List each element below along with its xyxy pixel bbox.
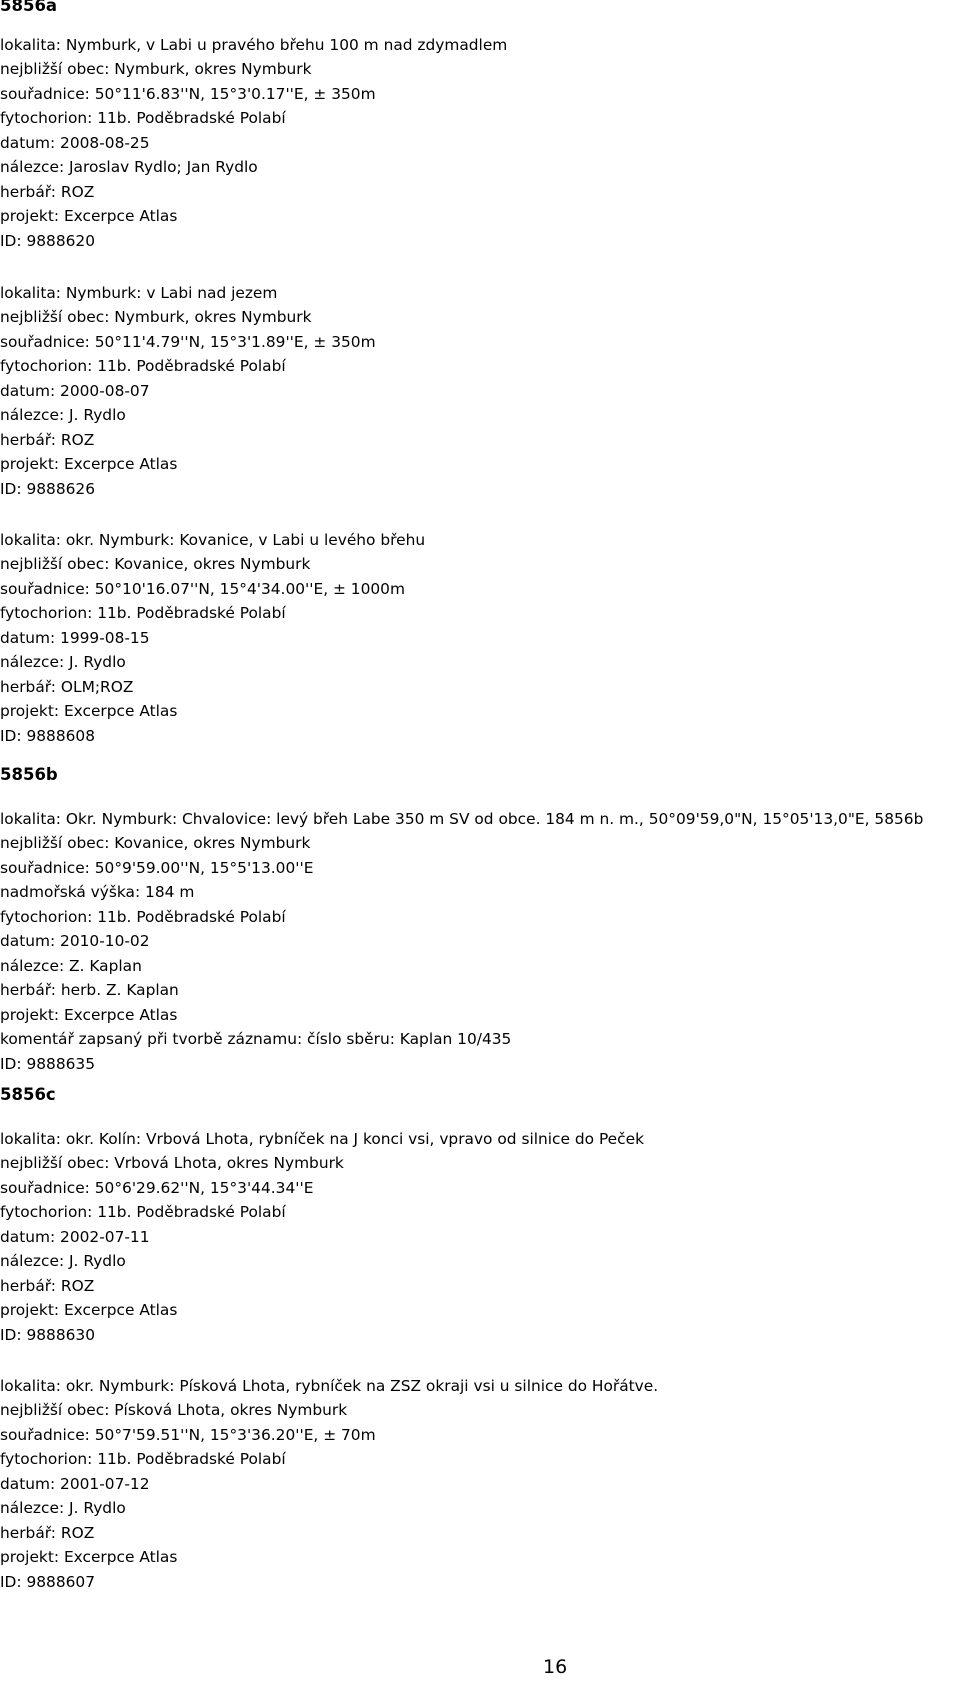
record-locality: lokalita: okr. Nymburk: Písková Lhota, rybníček na ZSZ okraji vsi u silnice do Hořátve. bbox=[0, 1377, 659, 1395]
record bbox=[0, 1127, 644, 1347]
section-heading: 5856a bbox=[0, 0, 58, 15]
record-id: ID: 9888630 bbox=[0, 1325, 96, 1344]
record-locality: lokalita: Nymburk: v Labi nad jezem bbox=[0, 284, 278, 302]
record bbox=[0, 281, 376, 501]
record-herbarium: herbář: ROZ bbox=[0, 430, 95, 449]
record-nearest-town: nejbližší obec: Nymburk, okres Nymburk bbox=[0, 308, 312, 327]
record-nearest-town: nejbližší obec: Vrbová Lhota, okres Nymburk bbox=[0, 1154, 344, 1173]
record-date: datum: 2001-07-12 bbox=[0, 1474, 150, 1493]
section-heading: 5856b bbox=[0, 765, 58, 784]
record-project: projekt: Excerpce Atlas bbox=[0, 1005, 178, 1024]
record bbox=[0, 33, 507, 253]
record-date: datum: 2002-07-11 bbox=[0, 1227, 150, 1246]
record-phytochorion: fytochorion: 11b. Poděbradské Polabí bbox=[0, 1450, 286, 1469]
record-phytochorion: fytochorion: 11b. Poděbradské Polabí bbox=[0, 357, 286, 376]
record-altitude: nadmořská výška: 184 m bbox=[0, 883, 195, 902]
record-phytochorion: fytochorion: 11b. Poděbradské Polabí bbox=[0, 604, 286, 623]
record-date: datum: 2008-08-25 bbox=[0, 133, 150, 152]
record-project: projekt: Excerpce Atlas bbox=[0, 207, 178, 226]
record-phytochorion: fytochorion: 11b. Poděbradské Polabí bbox=[0, 109, 286, 128]
section-heading: 5856c bbox=[0, 1085, 56, 1104]
record-id: ID: 9888626 bbox=[0, 479, 96, 498]
record-id: ID: 9888608 bbox=[0, 726, 96, 745]
record-id: ID: 9888635 bbox=[0, 1054, 96, 1073]
record bbox=[0, 1374, 658, 1594]
record-phytochorion: fytochorion: 11b. Poděbradské Polabí bbox=[0, 907, 286, 926]
record-herbarium: herbář: herb. Z. Kaplan bbox=[0, 981, 179, 1000]
record-id: ID: 9888607 bbox=[0, 1572, 96, 1591]
record-locality: lokalita: Nymburk, v Labi u pravého břehu 100 m nad zdymadlem bbox=[0, 36, 508, 54]
record-herbarium: herbář: ROZ bbox=[0, 1276, 95, 1295]
record-herbarium: herbář: OLM;ROZ bbox=[0, 677, 134, 696]
record-finder: nálezce: J. Rydlo bbox=[0, 1499, 126, 1518]
record-finder: nálezce: J. Rydlo bbox=[0, 653, 126, 672]
record-herbarium: herbář: ROZ bbox=[0, 182, 95, 201]
record-herbarium: herbář: ROZ bbox=[0, 1523, 95, 1542]
record-date: datum: 2010-10-02 bbox=[0, 932, 150, 951]
record-nearest-town: nejbližší obec: Písková Lhota, okres Nymburk bbox=[0, 1401, 348, 1420]
record-coordinates: souřadnice: 50°11'6.83''N, 15°3'0.17''E, ± 350m bbox=[0, 84, 376, 103]
record-coordinates: souřadnice: 50°9'59.00''N, 15°5'13.00''E bbox=[0, 858, 314, 877]
record-locality: lokalita: okr. Kolín: Vrbová Lhota, rybníček na J konci vsi, vpravo od silnice do Peček bbox=[0, 1130, 644, 1148]
record-coordinates: souřadnice: 50°11'4.79''N, 15°3'1.89''E, ± 350m bbox=[0, 332, 376, 351]
record bbox=[0, 528, 425, 748]
record-finder: nálezce: Jaroslav Rydlo; Jan Rydlo bbox=[0, 158, 258, 177]
record-coordinates: souřadnice: 50°7'59.51''N, 15°3'36.20''E, ± 70m bbox=[0, 1425, 376, 1444]
record-coordinates: souřadnice: 50°6'29.62''N, 15°3'44.34''E bbox=[0, 1178, 314, 1197]
record-finder: nálezce: Z. Kaplan bbox=[0, 956, 142, 975]
record-nearest-town: nejbližší obec: Nymburk, okres Nymburk bbox=[0, 60, 312, 79]
record-project: projekt: Excerpce Atlas bbox=[0, 455, 178, 474]
record-locality: lokalita: okr. Nymburk: Kovanice, v Labi u levého břehu bbox=[0, 531, 426, 549]
record bbox=[0, 807, 923, 1076]
record-finder: nálezce: J. Rydlo bbox=[0, 1252, 126, 1271]
record-nearest-town: nejbližší obec: Kovanice, okres Nymburk bbox=[0, 834, 311, 853]
record-project: projekt: Excerpce Atlas bbox=[0, 702, 178, 721]
record-project: projekt: Excerpce Atlas bbox=[0, 1301, 178, 1320]
record-project: projekt: Excerpce Atlas bbox=[0, 1548, 178, 1567]
record-date: datum: 1999-08-15 bbox=[0, 628, 150, 647]
record-id: ID: 9888620 bbox=[0, 231, 96, 250]
record-locality: lokalita: Okr. Nymburk: Chvalovice: levý břeh Labe 350 m SV od obce. 184 m n. m., 50°09'59,0"N, 15°05'13,0"E, 5856b bbox=[0, 810, 924, 828]
record-comment: komentář zapsaný při tvorbě záznamu: číslo sběru: Kaplan 10/435 bbox=[0, 1030, 512, 1049]
record-phytochorion: fytochorion: 11b. Poděbradské Polabí bbox=[0, 1203, 286, 1222]
record-nearest-town: nejbližší obec: Kovanice, okres Nymburk bbox=[0, 555, 311, 574]
record-coordinates: souřadnice: 50°10'16.07''N, 15°4'34.00''E, ± 1000m bbox=[0, 579, 405, 598]
page-number: 16 bbox=[543, 1656, 568, 1678]
record-date: datum: 2000-08-07 bbox=[0, 381, 150, 400]
record-finder: nálezce: J. Rydlo bbox=[0, 406, 126, 425]
